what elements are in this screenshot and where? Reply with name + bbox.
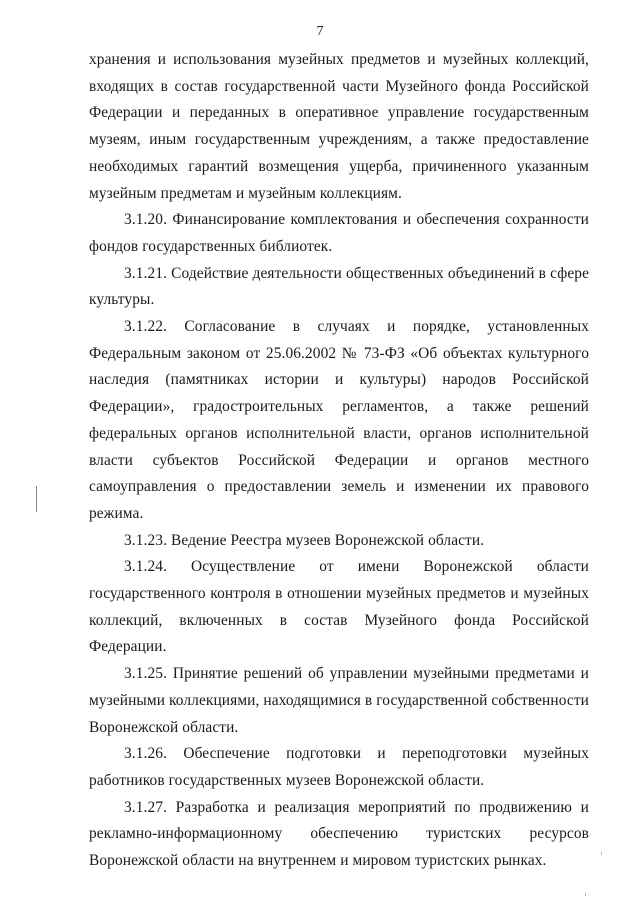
paragraph-3-1-23: 3.1.23. Ведение Реестра музеев Воронежской области. [124, 531, 485, 549]
paragraph-3-1-25: 3.1.25. Принятие решений об управлении музейными предметами и музейными коллекциями, находящимися в государственной собственности Воронежской области. [89, 665, 589, 736]
margin-scan-mark [36, 486, 37, 512]
scan-speck [601, 852, 602, 855]
document-body [89, 47, 589, 875]
paragraph-continuation: хранения и использования музейных предметов и музейных коллекций, входящих в состав государственной части Музейного фонда Российской Федерации и переданных в оперативное управление государственным музеям, иным государственным учреждениям, а также предоставление необходимых гарантий возмещения ущерба, причиненного указанным музейным предметам и музейным коллекциям. [89, 51, 589, 202]
paragraph-3-1-20: 3.1.20. Финансирование комплектования и обеспечения сохранности фондов государственных библиотек. [89, 211, 589, 255]
paragraph-3-1-24: 3.1.24. Осуществление от имени Воронежской области государственного контроля в отношении музейных предметов и музейных коллекций, включенных в состав Музейного фонда Российской Федерации. [89, 558, 589, 656]
paragraph-3-1-27: 3.1.27. Разработка и реализация мероприятий по продвижению и рекламно-информационному обеспечению туристских ресурсов Воронежской области на внутреннем и мировом туристских рынках. [89, 798, 589, 870]
scan-speck [585, 893, 586, 896]
paragraph-3-1-22: 3.1.22. Согласование в случаях и порядке, установленных Федеральным законом от 25.06.2002 № 73-ФЗ «Об объектах культурного наследия (памятниках истории и культуры) народов Российской Федерации», градостроительных регламентов, а также решений федеральных органов исполнительной власти, органов исполнительной власти субъектов Российской Федерации и органов местного самоуправления о предоставлении земель и изменении их правового режима. [89, 318, 589, 522]
paragraph-3-1-21: 3.1.21. Содействие деятельности общественных объединений в сфере культуры. [89, 264, 589, 309]
page-number: 7 [316, 24, 324, 39]
paragraph-3-1-26: 3.1.26. Обеспечение подготовки и переподготовки музейных работников государственных музеев Воронежской области. [89, 745, 589, 789]
